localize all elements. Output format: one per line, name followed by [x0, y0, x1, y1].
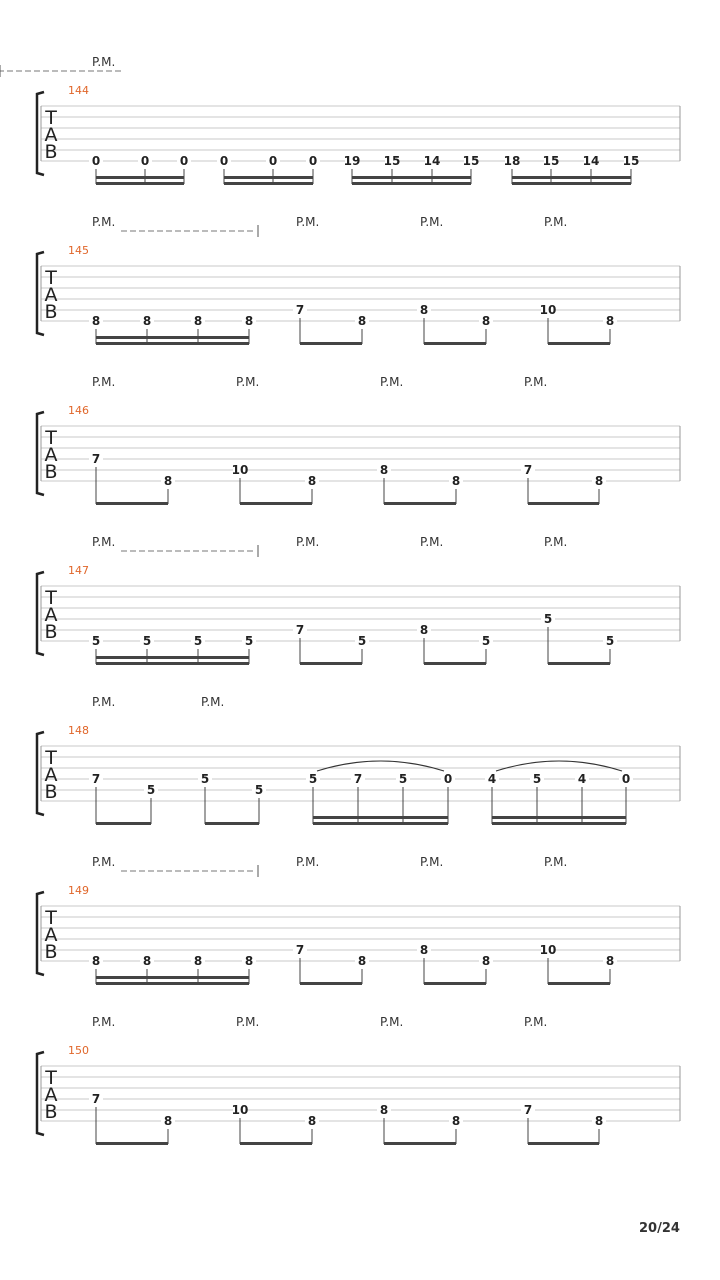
fret-number: 19 — [343, 154, 361, 168]
tab-clef-letter: B — [44, 1101, 58, 1123]
palm-mute-label: P.M. — [236, 1015, 260, 1029]
beam-primary — [352, 182, 471, 185]
fret-number: 7 — [91, 1092, 101, 1106]
fret-number: 15 — [462, 154, 480, 168]
beam-primary — [240, 502, 312, 505]
beam-primary — [548, 662, 610, 665]
beam-primary — [96, 662, 249, 665]
fret-number: 0 — [308, 154, 318, 168]
palm-mute-label: P.M. — [92, 695, 116, 709]
fret-number: 15 — [542, 154, 560, 168]
fret-number: 10 — [539, 943, 557, 957]
palm-mute-label: P.M. — [92, 855, 116, 869]
beam-primary — [512, 182, 631, 185]
tab-clef-letter: B — [44, 941, 58, 963]
measure-number: 146 — [68, 404, 89, 417]
fret-number: 0 — [443, 772, 453, 786]
fret-number: 10 — [539, 303, 557, 317]
fret-number: 5 — [605, 634, 615, 648]
fret-number: 8 — [357, 314, 367, 328]
tab-clef-letter: T — [45, 907, 57, 929]
palm-mute-label: P.M. — [420, 855, 444, 869]
tab-clef-letter: A — [44, 604, 58, 626]
fret-number: 5 — [91, 634, 101, 648]
tab-clef-letter: T — [45, 747, 57, 769]
beam-primary — [96, 1142, 168, 1145]
beam-primary — [205, 822, 259, 825]
palm-mute-label: P.M. — [524, 375, 548, 389]
fret-number: 7 — [353, 772, 363, 786]
fret-number: 5 — [398, 772, 408, 786]
fret-number: 8 — [142, 954, 152, 968]
palm-mute-label: P.M. — [92, 375, 116, 389]
beam-primary — [96, 822, 151, 825]
tab-clef-letter: A — [44, 124, 58, 146]
fret-number: 0 — [91, 154, 101, 168]
beam-secondary — [313, 816, 448, 819]
fret-number: 8 — [419, 943, 429, 957]
palm-mute-label: P.M. — [544, 215, 568, 229]
beam-secondary — [512, 176, 631, 179]
fret-number: 10 — [231, 1103, 249, 1117]
page-number: 20/24 — [639, 1221, 680, 1236]
tab-clef-letter: B — [44, 141, 58, 163]
fret-number: 8 — [307, 1114, 317, 1128]
fret-number: 8 — [605, 954, 615, 968]
palm-mute-label: P.M. — [296, 855, 320, 869]
fret-number: 8 — [379, 1103, 389, 1117]
beam-primary — [300, 342, 362, 345]
fret-number: 5 — [532, 772, 542, 786]
palm-mute-label: P.M. — [544, 535, 568, 549]
beam-secondary — [96, 976, 249, 979]
fret-number: 5 — [146, 783, 156, 797]
fret-number: 5 — [200, 772, 210, 786]
tab-clef-letter: A — [44, 1084, 58, 1106]
tab-clef-letter: T — [45, 587, 57, 609]
beam-primary — [384, 502, 456, 505]
beam-primary — [548, 342, 610, 345]
fret-number: 5 — [193, 634, 203, 648]
fret-number: 0 — [179, 154, 189, 168]
tie-arc — [496, 761, 622, 771]
tab-clef-letter: B — [44, 301, 58, 323]
fret-number: 0 — [268, 154, 278, 168]
fret-number: 8 — [163, 474, 173, 488]
beam-primary — [424, 982, 486, 985]
fret-number: 8 — [481, 314, 491, 328]
tab-clef-letter: A — [44, 444, 58, 466]
fret-number: 7 — [295, 623, 305, 637]
fret-number: 8 — [594, 474, 604, 488]
palm-mute-label: P.M. — [296, 215, 320, 229]
fret-number: 7 — [91, 452, 101, 466]
fret-number: 5 — [543, 612, 553, 626]
fret-number: 8 — [244, 314, 254, 328]
beam-primary — [300, 662, 362, 665]
beam-primary — [96, 342, 249, 345]
fret-number: 5 — [357, 634, 367, 648]
tab-clef-letter: A — [44, 924, 58, 946]
fret-number: 14 — [582, 154, 600, 168]
palm-mute-label: P.M. — [201, 695, 225, 709]
palm-mute-label: P.M. — [380, 1015, 404, 1029]
fret-number: 8 — [91, 314, 101, 328]
fret-number: 4 — [577, 772, 587, 786]
beam-primary — [300, 982, 362, 985]
fret-number: 14 — [423, 154, 441, 168]
fret-number: 8 — [451, 1114, 461, 1128]
beam-primary — [224, 182, 313, 185]
fret-number: 7 — [91, 772, 101, 786]
palm-mute-label: P.M. — [380, 375, 404, 389]
fret-number: 5 — [254, 783, 264, 797]
fret-number: 4 — [487, 772, 497, 786]
fret-number: 0 — [140, 154, 150, 168]
fret-number: 8 — [91, 954, 101, 968]
beam-primary — [424, 342, 486, 345]
fret-number: 0 — [621, 772, 631, 786]
fret-number: 15 — [383, 154, 401, 168]
fret-number: 18 — [503, 154, 521, 168]
tab-clef-letter: T — [45, 107, 57, 129]
fret-number: 7 — [523, 463, 533, 477]
fret-number: 7 — [295, 943, 305, 957]
fret-number: 5 — [244, 634, 254, 648]
palm-mute-label: P.M. — [92, 1015, 116, 1029]
fret-number: 8 — [451, 474, 461, 488]
beam-primary — [96, 982, 249, 985]
fret-number: 8 — [379, 463, 389, 477]
fret-number: 8 — [193, 314, 203, 328]
beam-primary — [528, 502, 599, 505]
palm-mute-label: P.M. — [524, 1015, 548, 1029]
palm-mute-label: P.M. — [420, 215, 444, 229]
tab-clef-letter: B — [44, 621, 58, 643]
palm-mute-label: P.M. — [420, 535, 444, 549]
fret-number: 8 — [357, 954, 367, 968]
measure-number: 150 — [68, 1044, 89, 1057]
fret-number: 8 — [481, 954, 491, 968]
fret-number: 7 — [523, 1103, 533, 1117]
fret-number: 8 — [419, 623, 429, 637]
tie-arc — [317, 761, 444, 771]
fret-number: 5 — [308, 772, 318, 786]
tab-clef-letter: A — [44, 284, 58, 306]
fret-number: 8 — [193, 954, 203, 968]
beam-primary — [96, 182, 184, 185]
palm-mute-label: P.M. — [296, 535, 320, 549]
beam-primary — [492, 822, 626, 825]
palm-mute-label: P.M. — [92, 55, 116, 69]
beam-secondary — [96, 656, 249, 659]
fret-number: 8 — [163, 1114, 173, 1128]
beam-primary — [96, 502, 168, 505]
beam-secondary — [492, 816, 626, 819]
tab-clef-letter: B — [44, 461, 58, 483]
tab-clef-letter: T — [45, 1067, 57, 1089]
tab-clef-letter: T — [45, 267, 57, 289]
beam-primary — [528, 1142, 599, 1145]
fret-number: 8 — [307, 474, 317, 488]
fret-number: 8 — [419, 303, 429, 317]
measure-number: 149 — [68, 884, 89, 897]
beam-primary — [424, 662, 486, 665]
measure-number: 148 — [68, 724, 89, 737]
beam-secondary — [352, 176, 471, 179]
beam-secondary — [224, 176, 313, 179]
measure-number: 145 — [68, 244, 89, 257]
tab-clef-letter: T — [45, 427, 57, 449]
palm-mute-label: P.M. — [544, 855, 568, 869]
palm-mute-label: P.M. — [92, 535, 116, 549]
tab-clef-letter: B — [44, 781, 58, 803]
measure-number: 147 — [68, 564, 89, 577]
fret-number: 10 — [231, 463, 249, 477]
fret-number: 5 — [142, 634, 152, 648]
fret-number: 0 — [219, 154, 229, 168]
beam-secondary — [96, 176, 184, 179]
beam-primary — [313, 822, 448, 825]
beam-primary — [240, 1142, 312, 1145]
beam-secondary — [96, 336, 249, 339]
beam-primary — [384, 1142, 456, 1145]
palm-mute-label: P.M. — [236, 375, 260, 389]
fret-number: 8 — [605, 314, 615, 328]
fret-number: 8 — [594, 1114, 604, 1128]
fret-number: 8 — [244, 954, 254, 968]
beam-primary — [548, 982, 610, 985]
measure-number: 144 — [68, 84, 89, 97]
fret-number: 8 — [142, 314, 152, 328]
tab-clef-letter: A — [44, 764, 58, 786]
fret-number: 7 — [295, 303, 305, 317]
palm-mute-label: P.M. — [92, 215, 116, 229]
fret-number: 15 — [622, 154, 640, 168]
fret-number: 5 — [481, 634, 491, 648]
